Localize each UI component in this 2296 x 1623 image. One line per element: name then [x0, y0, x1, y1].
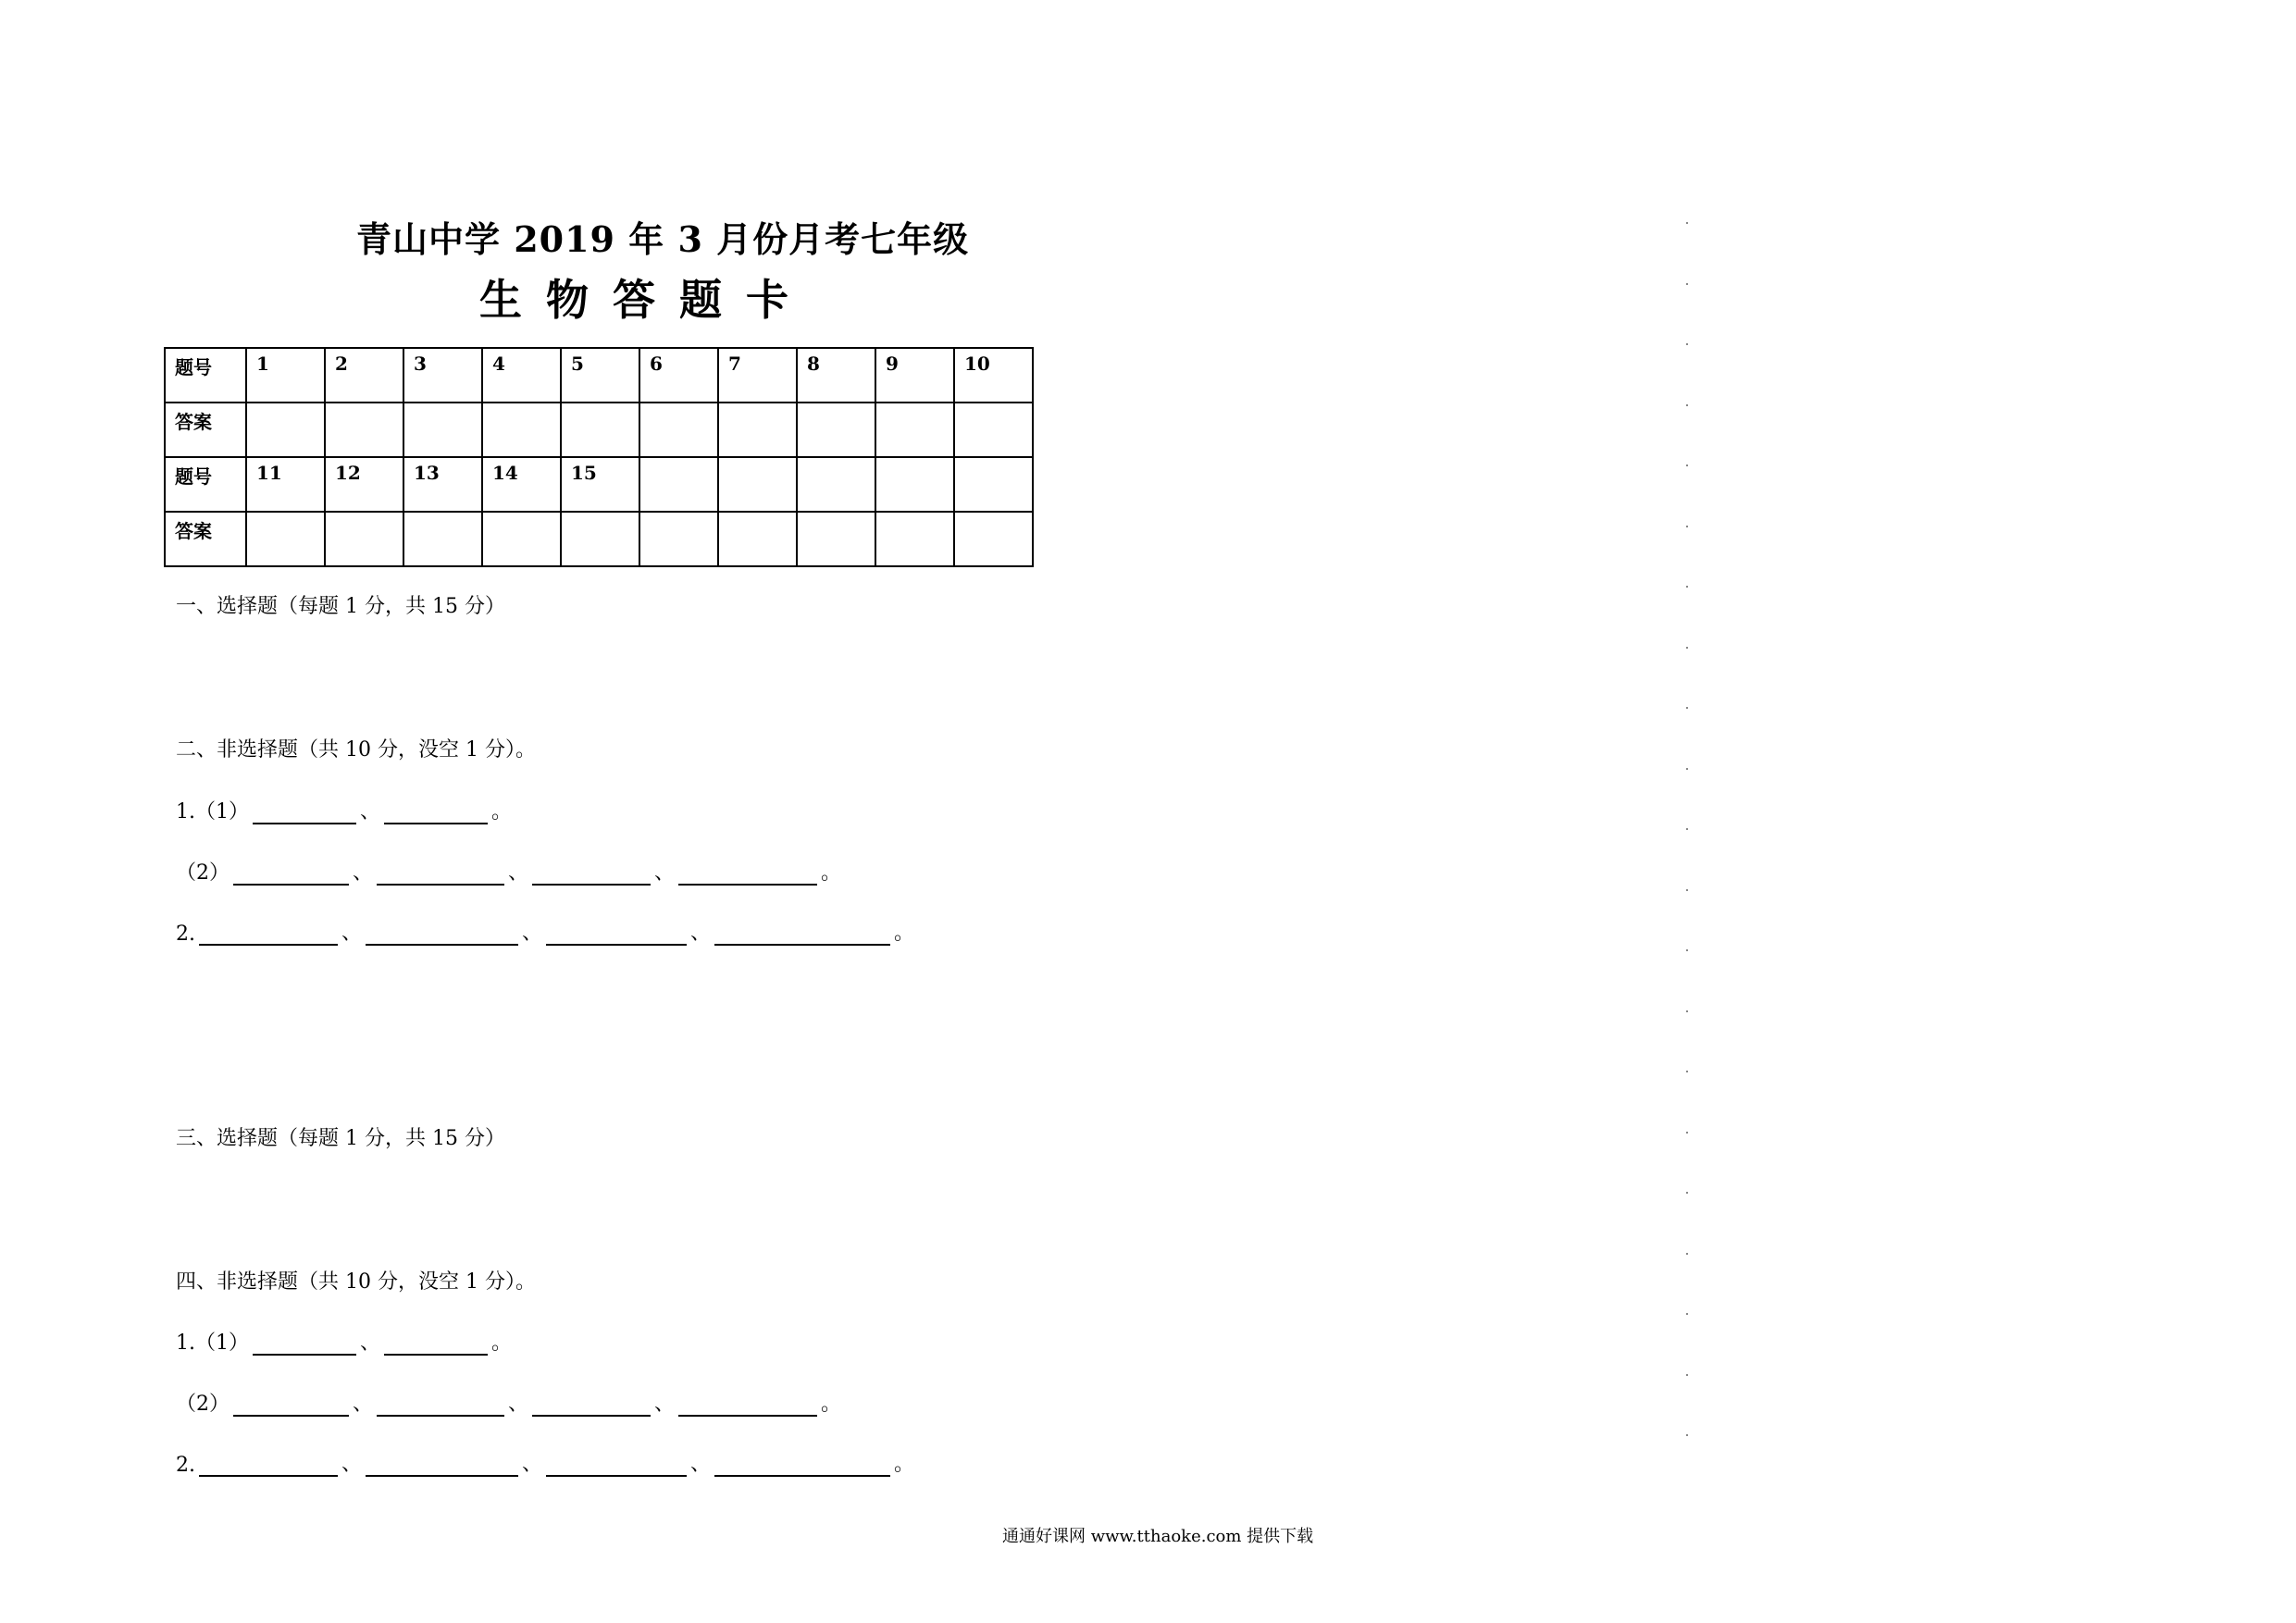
table-cell: 3: [403, 348, 482, 403]
separator: 、: [353, 861, 374, 885]
separator: 、: [360, 800, 381, 824]
q1-2-line: [176, 857, 841, 886]
separator: 、: [341, 1453, 363, 1476]
row-label: 题号: [165, 348, 246, 403]
fold-dot: [1686, 404, 1688, 406]
blank-field[interactable]: [199, 923, 338, 946]
q1-2-prefix: （2）: [176, 1393, 230, 1416]
terminator: 。: [821, 861, 842, 885]
separator: 、: [353, 1393, 374, 1416]
blank-field[interactable]: [377, 863, 504, 886]
q4-2-line: [176, 1448, 914, 1477]
table-cell[interactable]: [403, 512, 482, 566]
blank-field[interactable]: [253, 1333, 356, 1356]
fold-dot: [1686, 465, 1688, 466]
table-cell: [797, 457, 875, 512]
table-cell[interactable]: [639, 512, 718, 566]
table-cell[interactable]: [325, 512, 403, 566]
fold-dot: [1686, 526, 1688, 527]
fold-dot: [1686, 1132, 1688, 1134]
terminator: 。: [491, 800, 513, 824]
fold-dot: [1686, 949, 1688, 951]
fold-dot: [1686, 768, 1688, 770]
q2-prefix: 2.: [176, 923, 195, 946]
section-3-heading: 三、选择题（每题 1 分，共 15 分）: [176, 1127, 505, 1150]
fold-dot: [1686, 1313, 1688, 1315]
blank-field[interactable]: [233, 863, 349, 886]
separator: 、: [360, 1332, 381, 1355]
section-2-heading: 二、非选择题（共 10 分，没空 1 分）。: [176, 738, 536, 762]
blank-field[interactable]: [366, 1455, 518, 1477]
q1-1-prefix: 1.（1）: [176, 1332, 249, 1355]
table-cell[interactable]: [797, 403, 875, 457]
terminator: 。: [894, 922, 915, 945]
table-cell: [639, 457, 718, 512]
table-cell: 4: [482, 348, 561, 403]
fold-dot: [1686, 889, 1688, 891]
table-cell[interactable]: [954, 512, 1033, 566]
table-cell[interactable]: [954, 403, 1033, 457]
fold-dot: [1686, 1010, 1688, 1012]
blank-field[interactable]: [532, 1394, 651, 1417]
row-label: 答案: [165, 512, 246, 566]
fold-dot: [1686, 1434, 1688, 1436]
table-cell: 6: [639, 348, 718, 403]
blank-field[interactable]: [199, 1455, 338, 1477]
terminator: 。: [491, 1332, 513, 1355]
table-cell[interactable]: [718, 512, 797, 566]
blank-field[interactable]: [546, 1455, 687, 1477]
blank-field[interactable]: [714, 923, 890, 946]
table-cell: [718, 457, 797, 512]
table-cell: [875, 457, 954, 512]
footer-text: 通通好课网 www.tthaoke.com 提供下载: [1002, 1527, 1314, 1546]
q4-1-2-line: [176, 1388, 841, 1417]
fold-dot: [1686, 343, 1688, 345]
row-label: 题号: [165, 457, 246, 512]
table-cell[interactable]: [246, 512, 325, 566]
q1-1-line: [176, 796, 512, 824]
table-cell[interactable]: [875, 403, 954, 457]
terminator: 。: [821, 1393, 842, 1416]
separator: 、: [690, 922, 712, 945]
q2-prefix: 2.: [176, 1454, 195, 1477]
title-line-2: 生物答题卡: [479, 275, 813, 325]
fold-dot: [1686, 707, 1688, 709]
fold-dot: [1686, 647, 1688, 649]
table-cell[interactable]: [718, 403, 797, 457]
terminator: 。: [894, 1453, 915, 1476]
table-cell: 10: [954, 348, 1033, 403]
separator: 、: [522, 1453, 543, 1476]
table-cell: 8: [797, 348, 875, 403]
blank-field[interactable]: [377, 1394, 504, 1417]
separator: 、: [508, 861, 529, 885]
blank-field[interactable]: [233, 1394, 349, 1417]
q1-1-prefix: 1.（1）: [176, 800, 249, 824]
table-row: [165, 512, 1033, 566]
blank-field[interactable]: [714, 1455, 890, 1477]
table-cell: 9: [875, 348, 954, 403]
q4-1-1-line: [176, 1327, 512, 1356]
table-cell: 13: [403, 457, 482, 512]
table-cell[interactable]: [639, 403, 718, 457]
table-cell: 7: [718, 348, 797, 403]
table-cell[interactable]: [482, 512, 561, 566]
blank-field[interactable]: [384, 1333, 488, 1356]
fold-dot: [1686, 283, 1688, 285]
separator: 、: [690, 1453, 712, 1476]
table-row: [165, 457, 1033, 512]
table-cell: 11: [246, 457, 325, 512]
blank-field[interactable]: [366, 923, 518, 946]
fold-dot: [1686, 1374, 1688, 1376]
fold-dot: [1686, 1071, 1688, 1072]
q2-line: [176, 917, 914, 946]
blank-field[interactable]: [532, 863, 651, 886]
table-cell: [954, 457, 1033, 512]
separator: 、: [508, 1393, 529, 1416]
table-cell[interactable]: [875, 512, 954, 566]
blank-field[interactable]: [253, 802, 356, 824]
q1-2-prefix: （2）: [176, 861, 230, 885]
blank-field[interactable]: [384, 802, 488, 824]
title-line-1: 青山中学 2019 年 3 月份月考七年级: [356, 218, 970, 260]
separator: 、: [654, 861, 676, 885]
table-cell: 1: [246, 348, 325, 403]
table-cell[interactable]: [403, 403, 482, 457]
separator: 、: [522, 922, 543, 945]
fold-dot: [1686, 586, 1688, 588]
blank-field[interactable]: [546, 923, 687, 946]
table-cell[interactable]: [482, 403, 561, 457]
table-cell: 12: [325, 457, 403, 512]
table-cell: 5: [561, 348, 639, 403]
table-cell: 14: [482, 457, 561, 512]
table-cell[interactable]: [325, 403, 403, 457]
fold-dot: [1686, 828, 1688, 830]
answer-table: [164, 347, 1034, 567]
blank-field[interactable]: [678, 863, 817, 886]
table-row: [165, 403, 1033, 457]
row-label: 答案: [165, 403, 246, 457]
table-cell[interactable]: [561, 512, 639, 566]
table-cell[interactable]: [797, 512, 875, 566]
fold-dot: [1686, 222, 1688, 224]
table-row: [165, 348, 1033, 403]
separator: 、: [341, 922, 363, 945]
fold-dot: [1686, 1253, 1688, 1255]
separator: 、: [654, 1393, 676, 1416]
table-cell[interactable]: [561, 403, 639, 457]
section-4-heading: 四、非选择题（共 10 分，没空 1 分）。: [176, 1270, 536, 1294]
blank-field[interactable]: [678, 1394, 817, 1417]
table-cell: 15: [561, 457, 639, 512]
fold-dot: [1686, 1192, 1688, 1194]
section-1-heading: 一、选择题（每题 1 分，共 15 分）: [176, 595, 505, 618]
table-cell: 2: [325, 348, 403, 403]
table-cell[interactable]: [246, 403, 325, 457]
